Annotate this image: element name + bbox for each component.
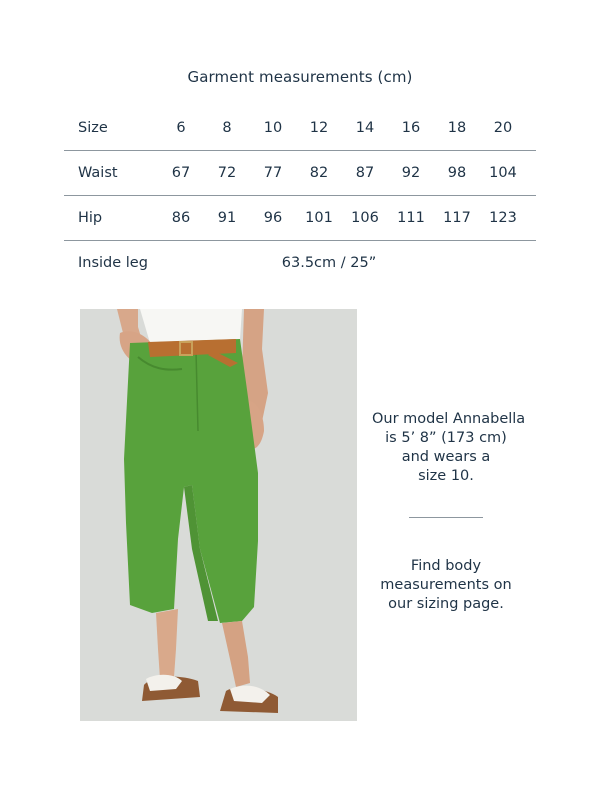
- inside-leg-row: [64, 240, 536, 285]
- hip-cell: 106: [351, 210, 379, 226]
- find-body-line: Find body: [410, 558, 482, 574]
- inside-leg-label: Inside leg: [78, 255, 148, 271]
- model-photo: [80, 309, 357, 721]
- waist-cell: 67: [171, 165, 191, 181]
- waist-cell: 87: [355, 165, 375, 181]
- model-info-line: and wears a: [401, 449, 491, 465]
- waist-cell: 72: [217, 165, 237, 181]
- model-info-line: Our model Annabella: [372, 411, 526, 427]
- size-cell: 18: [447, 120, 467, 136]
- model-info-line: is 5’ 8” (173 cm): [385, 430, 507, 446]
- hip-cell: 86: [171, 210, 191, 226]
- size-cell: 6: [176, 120, 186, 136]
- size-cell: 10: [263, 120, 283, 136]
- waist-cell: 98: [447, 165, 467, 181]
- waist-cell: 77: [263, 165, 283, 181]
- find-body-line: our sizing page.: [388, 596, 504, 612]
- waist-cell: 82: [309, 165, 329, 181]
- measurements-table: [64, 106, 536, 285]
- size-label: Size: [78, 120, 108, 136]
- hip-cell: 101: [305, 210, 333, 226]
- find-body-measurements: [372, 557, 520, 614]
- page-title: Garment measurements (cm): [187, 68, 413, 86]
- size-cell: 12: [309, 120, 329, 136]
- hip-cell: 91: [217, 210, 237, 226]
- hip-row: [64, 195, 536, 240]
- inside-leg-value: 63.5cm / 25”: [281, 255, 377, 271]
- hip-cell: 96: [263, 210, 283, 226]
- waist-cell: 104: [489, 165, 517, 181]
- size-cell: 14: [355, 120, 375, 136]
- waist-cell: 92: [401, 165, 421, 181]
- size-row: [64, 106, 536, 150]
- size-cell: 20: [493, 120, 513, 136]
- waist-label: Waist: [78, 165, 118, 181]
- side-divider: [409, 517, 483, 518]
- hip-cell: 123: [489, 210, 517, 226]
- hip-cell: 111: [397, 210, 425, 226]
- waist-row: [64, 150, 536, 195]
- find-body-line: measurements on: [380, 577, 512, 593]
- model-info: [372, 410, 526, 486]
- hip-cell: 117: [443, 210, 471, 226]
- model-info-line: size 10.: [418, 468, 474, 484]
- size-cell: 16: [401, 120, 421, 136]
- white-top: [140, 309, 242, 343]
- hip-label: Hip: [78, 210, 103, 226]
- size-cell: 8: [222, 120, 232, 136]
